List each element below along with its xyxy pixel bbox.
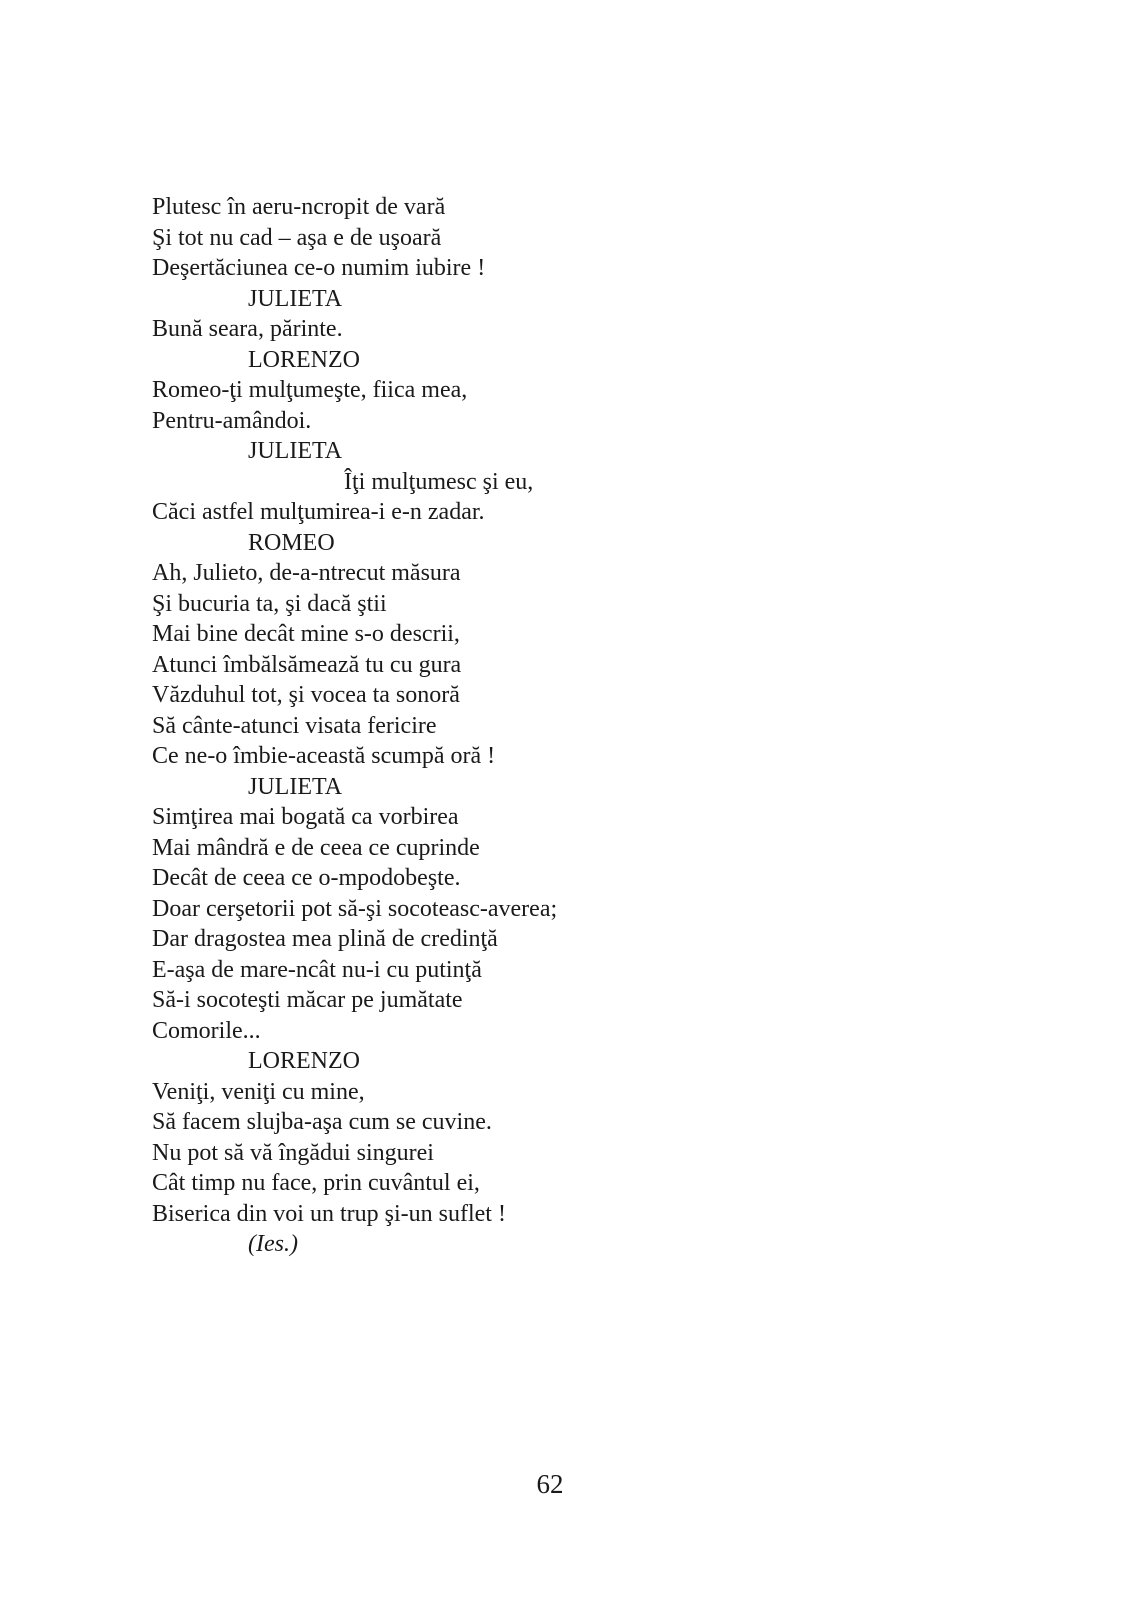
verse-line: Atunci îmbălsămează tu cu gura <box>152 651 462 678</box>
verse-line: Mai bine decât mine s-o descrii, <box>152 621 460 647</box>
verse-line: Dar dragostea mea plină de credinţă <box>152 926 498 952</box>
verse-line: Deşertăciunea ce-o numim iubire ! <box>152 255 486 281</box>
verse-line: Cât timp nu face, prin cuvântul ei, <box>152 1170 480 1196</box>
speaker-name-julieta: JULIETA <box>248 773 343 800</box>
verse-line: Ce ne-o îmbie-această scumpă oră ! <box>152 743 496 769</box>
verse-line: Văzduhul tot, şi vocea ta sonoră <box>152 682 460 708</box>
verse-line: Pentru-amândoi. <box>152 407 312 434</box>
verse-line: Să cânte-atunci visata fericire <box>152 712 437 739</box>
verse-line: Şi tot nu cad – aşa e de uşoară <box>152 224 442 251</box>
verse-line: Bună seara, părinte. <box>152 316 343 342</box>
verse-line: Biserica din voi un trup şi-un suflet ! <box>152 1200 506 1227</box>
verse-line: Ah, Julieto, de-a-ntrecut măsura <box>152 560 461 586</box>
play-text <box>152 192 972 1260</box>
verse-line: Doar cerşetorii pot să-şi socoteasc-averea; <box>152 895 558 922</box>
speaker-name-lorenzo: LORENZO <box>248 1048 360 1074</box>
page-number-container <box>0 1468 1130 1500</box>
page-number: 62 <box>536 1469 564 1499</box>
speaker-name-julieta: JULIETA <box>248 438 343 464</box>
verse-line: Plutesc în aeru-ncropit de vară <box>152 194 446 220</box>
verse-line: Veniţi, veniţi cu mine, <box>152 1078 365 1105</box>
verse-line: Să facem slujba-aşa cum se cuvine. <box>152 1109 492 1135</box>
verse-line: Comorile... <box>152 1017 261 1044</box>
verse-line: Să-i socoteşti măcar pe jumătate <box>152 987 463 1013</box>
stage-direction: (Ies.) <box>248 1231 298 1257</box>
verse-line: Căci astfel mulţumirea-i e-n zadar. <box>152 499 485 525</box>
verse-line: Nu pot să vă îngădui singurei <box>152 1139 434 1166</box>
speaker-name-romeo: ROMEO <box>248 529 335 556</box>
speaker-name-julieta: JULIETA <box>248 285 343 312</box>
verse-line: Mai mândră e de ceea ce cuprinde <box>152 834 480 861</box>
verse-line: Romeo-ţi mulţumeşte, fiica mea, <box>152 377 468 403</box>
verse-line: Decât de ceea ce o-mpodobeşte. <box>152 865 461 891</box>
verse-line: E-aşa de mare-ncât nu-i cu putinţă <box>152 956 482 983</box>
verse-line: Şi bucuria ta, şi dacă ştii <box>152 590 387 617</box>
speaker-name-lorenzo: LORENZO <box>248 346 360 373</box>
verse-line-continuation: Îţi mulţumesc şi eu, <box>344 468 534 495</box>
verse-line: Simţirea mai bogată ca vorbirea <box>152 804 459 830</box>
